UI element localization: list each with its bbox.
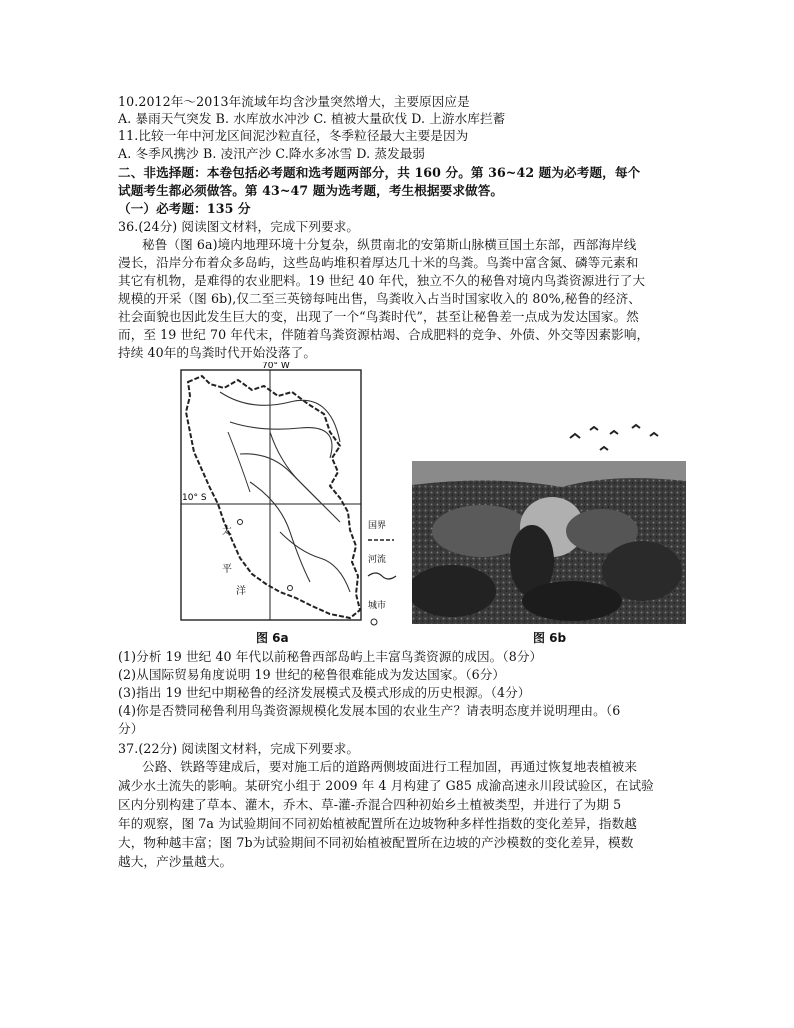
legend-river-symbol — [368, 573, 396, 579]
q36-question: (2)从国际贸易角度说明 19 世纪的秘鲁很难能成为发达国家。（6分） — [118, 667, 506, 682]
q36-para-line: 而，至 19 世纪 70 年代末，伴随着鸟粪资源枯竭、合成肥料的竞争、外债、外交等因素影响， — [118, 327, 650, 342]
q36-question: (1)分析 19 世纪 40 年代以前秘鲁西部岛屿上丰富鸟粪资源的成因。（8分） — [118, 649, 543, 664]
ocean-label: 太 — [222, 526, 232, 537]
river — [240, 454, 320, 502]
river — [228, 432, 250, 492]
q36-question: 分） — [118, 721, 144, 736]
bird-icon — [610, 431, 618, 434]
q36-question: (4)你是否赞同秘鲁利用鸟粪资源规模化发展本国的农业生产？请表明态度并说明理由。（6 — [118, 703, 621, 718]
section2-line2: 试题考生都必须做答。第 43~47 题为选考题，考生根据要求做答。 — [118, 183, 504, 198]
legend-city-symbol — [371, 619, 377, 625]
section2-sub: （一）必考题：135 分 — [118, 201, 251, 216]
guano-island-photo — [412, 461, 686, 624]
legend-city-label: 城市 — [368, 601, 387, 611]
bird-icon — [590, 427, 598, 430]
birds-illustration — [560, 420, 670, 465]
legend-river-label: 河流 — [368, 555, 387, 565]
bird-icon — [600, 447, 608, 450]
river — [230, 422, 332, 458]
figure-6b-photo — [412, 461, 686, 624]
q36-para-line: 漫长，沿岸分布着众多岛屿，这些岛屿堆积着厚达几十米的鸟粪。鸟粪中富含氮、磷等元素和 — [118, 255, 639, 270]
q36-head: 36.(24分) 阅读图文材料，完成下列要求。 — [118, 219, 360, 234]
legend-border-label: 国界 — [368, 521, 387, 531]
q37-para-line: 年的观察，图 7a 为试验期间不同初始植被配置所在边坡物种多样性指数的变化差异，指数越 — [118, 816, 637, 831]
q37-para-line: 大，物种越丰富；图 7b为试验期间不同初始植被配置所在边坡的产沙模数的变化差异，模数 — [118, 835, 634, 850]
q11-stem: 11.比较一年中河龙区间泥沙粒直径，冬季粒径最大主要是因为 — [118, 128, 469, 143]
figure-6a-caption: 图 6a — [256, 631, 289, 645]
q37-para-line: 减少水土流失的影响。某研究小组于 2009 年 4 月构建了 G85 成渝高速永川段试验区，在试验 — [118, 778, 654, 793]
bird-icon — [570, 434, 580, 438]
q37-para-line: 区内分别构建了草本、灌木，乔木、草-灌-乔混合四种初始乡土植被类型，并进行了为期 5 — [118, 797, 622, 812]
ocean-label: 洋 — [236, 586, 246, 597]
q36-para-line: 其它有机物，是难得的农业肥料。19 世纪 40 年代，独立不久的秘鲁对境内鸟粪资源进行了大 — [118, 273, 646, 288]
longitude-label: 70° W — [262, 362, 290, 371]
city-marker — [238, 520, 243, 525]
city-marker — [288, 586, 293, 591]
country-border — [186, 376, 360, 618]
bird-icon — [632, 425, 640, 428]
map-legend — [366, 516, 406, 632]
q37-para-line: 公路、铁路等建成后，要对施工后的道路两侧坡面进行工程加固，再通过恢复地表植被来 — [142, 759, 638, 774]
q37-head: 37.(22分) 阅读图文材料，完成下列要求。 — [118, 741, 360, 756]
q10-options: A. 暴雨天气突发 B. 水库放水冲沙 C. 植被大量砍伐 D. 上游水库拦蓄 — [118, 111, 506, 126]
river — [280, 532, 350, 592]
figure-6a-map — [180, 362, 380, 628]
q36-para-line: 秘鲁（图 6a)境内地理环境十分复杂，纵贯南北的安第斯山脉横亘国土东部，西部海岸线 — [142, 237, 637, 252]
q36-para-line: 持续 40年的鸟粪时代开始没落了。 — [118, 345, 317, 360]
latitude-label: 10° S — [182, 493, 207, 503]
q36-para-line: 社会面貌也因此发生巨大的变，出现了一个“鸟粪时代”，甚至让秘鲁差一点成为发达国家。然 — [118, 309, 639, 324]
ocean-label: 平 — [222, 564, 232, 575]
bird-icon — [650, 433, 658, 436]
river — [270, 432, 340, 522]
figure-6b-caption: 图 6b — [533, 631, 567, 645]
section2-line1: 二、非选择题：本卷包括必考题和选考题两部分，共 160 分。第 36~42 题为必考题，每个 — [118, 165, 641, 180]
q10-stem: 10.2012年～2013年流域年均含沙量突然增大，主要原因应是 — [118, 94, 470, 109]
q36-question: (3)指出 19 世纪中期秘鲁的经济发展模式及模式形成的历史根源。（4分） — [118, 685, 531, 700]
q11-options: A. 冬季风携沙 B. 凌汛产沙 C.降水多冰雪 D. 蒸发最弱 — [118, 146, 426, 161]
map-frame — [181, 370, 361, 620]
river — [220, 392, 340, 442]
q36-para-line: 规模的开采（图 6b),仅二至三英镑每吨出售，鸟粪收入占当时国家收入的 80%,秘鲁的经济、 — [118, 291, 641, 306]
peru-map-svg — [180, 362, 380, 628]
q37-para-line: 越大，产沙量越大。 — [118, 854, 233, 869]
